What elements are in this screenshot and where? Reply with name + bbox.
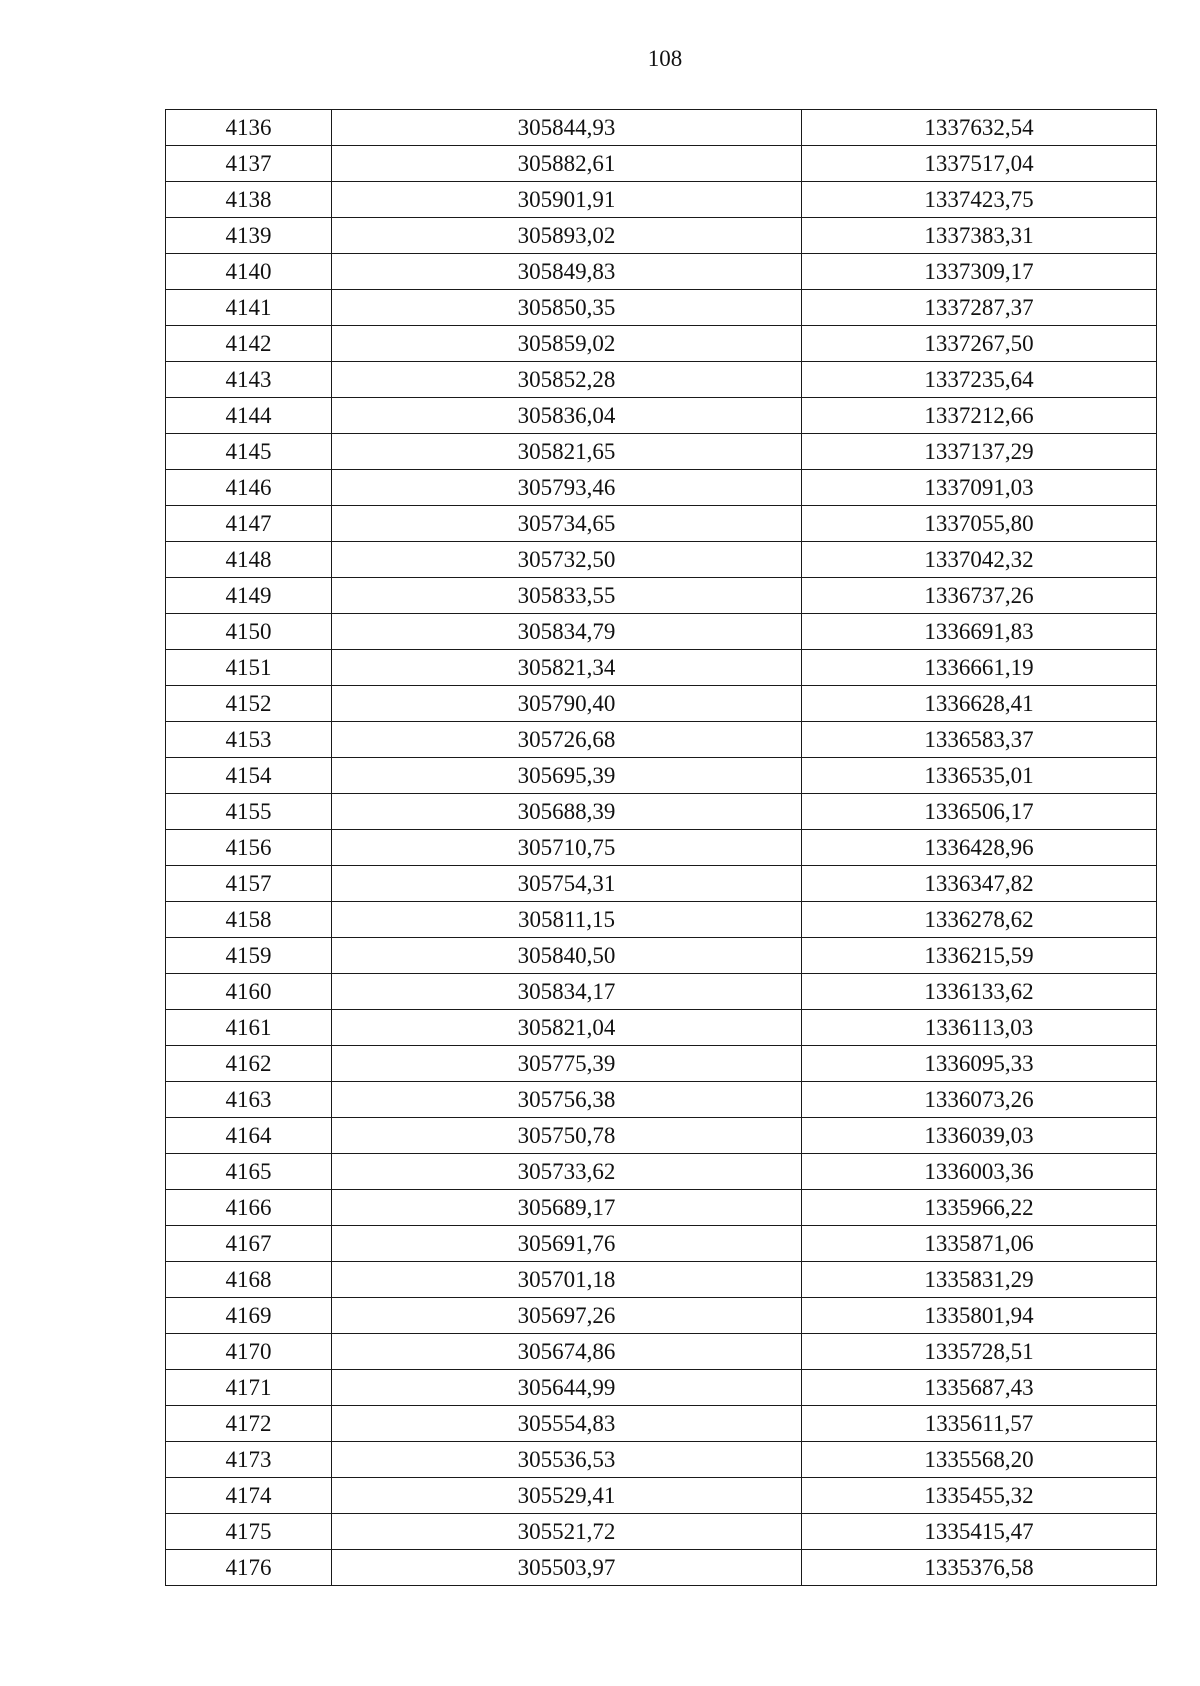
- table-row: [166, 1118, 1157, 1154]
- y-coordinate-cell: 1337267,50: [802, 326, 1157, 362]
- y-coordinate-cell: 1336737,26: [802, 578, 1157, 614]
- point-number-cell: 4138: [166, 182, 332, 218]
- table-row: [166, 1442, 1157, 1478]
- point-number-cell: 4162: [166, 1046, 332, 1082]
- table-row: [166, 650, 1157, 686]
- point-number-cell: 4170: [166, 1334, 332, 1370]
- y-coordinate-cell: 1337632,54: [802, 110, 1157, 146]
- point-number-cell: 4152: [166, 686, 332, 722]
- x-coordinate-cell: 305734,65: [332, 506, 802, 542]
- table-row: [166, 1334, 1157, 1370]
- table-row: [166, 1190, 1157, 1226]
- point-number-cell: 4159: [166, 938, 332, 974]
- x-coordinate-cell: 305554,83: [332, 1406, 802, 1442]
- x-coordinate-cell: 305750,78: [332, 1118, 802, 1154]
- x-coordinate-cell: 305521,72: [332, 1514, 802, 1550]
- table-row: [166, 110, 1157, 146]
- point-number-cell: 4160: [166, 974, 332, 1010]
- point-number-cell: 4173: [166, 1442, 332, 1478]
- x-coordinate-cell: 305840,50: [332, 938, 802, 974]
- point-number-cell: 4156: [166, 830, 332, 866]
- point-number-cell: 4153: [166, 722, 332, 758]
- point-number-cell: 4149: [166, 578, 332, 614]
- y-coordinate-cell: 1335415,47: [802, 1514, 1157, 1550]
- y-coordinate-cell: 1336133,62: [802, 974, 1157, 1010]
- point-number-cell: 4143: [166, 362, 332, 398]
- x-coordinate-cell: 305834,79: [332, 614, 802, 650]
- x-coordinate-cell: 305529,41: [332, 1478, 802, 1514]
- point-number-cell: 4165: [166, 1154, 332, 1190]
- table-row: [166, 1478, 1157, 1514]
- y-coordinate-cell: 1337383,31: [802, 218, 1157, 254]
- y-coordinate-cell: 1335611,57: [802, 1406, 1157, 1442]
- point-number-cell: 4136: [166, 110, 332, 146]
- y-coordinate-cell: 1335728,51: [802, 1334, 1157, 1370]
- point-number-cell: 4163: [166, 1082, 332, 1118]
- table-row: [166, 506, 1157, 542]
- table-row: [166, 578, 1157, 614]
- y-coordinate-cell: 1336113,03: [802, 1010, 1157, 1046]
- point-number-cell: 4146: [166, 470, 332, 506]
- point-number-cell: 4142: [166, 326, 332, 362]
- x-coordinate-cell: 305821,04: [332, 1010, 802, 1046]
- y-coordinate-cell: 1337287,37: [802, 290, 1157, 326]
- y-coordinate-cell: 1336661,19: [802, 650, 1157, 686]
- table-row: [166, 1298, 1157, 1334]
- x-coordinate-cell: 305844,93: [332, 110, 802, 146]
- y-coordinate-cell: 1337517,04: [802, 146, 1157, 182]
- point-number-cell: 4145: [166, 434, 332, 470]
- x-coordinate-cell: 305811,15: [332, 902, 802, 938]
- x-coordinate-cell: 305674,86: [332, 1334, 802, 1370]
- coordinates-table-body: [166, 110, 1157, 1586]
- y-coordinate-cell: 1337137,29: [802, 434, 1157, 470]
- x-coordinate-cell: 305726,68: [332, 722, 802, 758]
- table-row: [166, 290, 1157, 326]
- y-coordinate-cell: 1337235,64: [802, 362, 1157, 398]
- x-coordinate-cell: 305790,40: [332, 686, 802, 722]
- y-coordinate-cell: 1335966,22: [802, 1190, 1157, 1226]
- x-coordinate-cell: 305689,17: [332, 1190, 802, 1226]
- point-number-cell: 4168: [166, 1262, 332, 1298]
- point-number-cell: 4169: [166, 1298, 332, 1334]
- table-row: [166, 398, 1157, 434]
- y-coordinate-cell: 1337055,80: [802, 506, 1157, 542]
- y-coordinate-cell: 1335831,29: [802, 1262, 1157, 1298]
- y-coordinate-cell: 1336691,83: [802, 614, 1157, 650]
- x-coordinate-cell: 305536,53: [332, 1442, 802, 1478]
- y-coordinate-cell: 1335455,32: [802, 1478, 1157, 1514]
- point-number-cell: 4147: [166, 506, 332, 542]
- x-coordinate-cell: 305695,39: [332, 758, 802, 794]
- point-number-cell: 4150: [166, 614, 332, 650]
- y-coordinate-cell: 1336073,26: [802, 1082, 1157, 1118]
- table-row: [166, 722, 1157, 758]
- point-number-cell: 4174: [166, 1478, 332, 1514]
- y-coordinate-cell: 1337212,66: [802, 398, 1157, 434]
- y-coordinate-cell: 1335871,06: [802, 1226, 1157, 1262]
- x-coordinate-cell: 305850,35: [332, 290, 802, 326]
- y-coordinate-cell: 1335801,94: [802, 1298, 1157, 1334]
- x-coordinate-cell: 305710,75: [332, 830, 802, 866]
- table-row: [166, 794, 1157, 830]
- page-number: 108: [647, 46, 683, 71]
- x-coordinate-cell: 305732,50: [332, 542, 802, 578]
- table-row: [166, 830, 1157, 866]
- table-row: [166, 938, 1157, 974]
- table-row: [166, 1046, 1157, 1082]
- y-coordinate-cell: 1337309,17: [802, 254, 1157, 290]
- table-row: [166, 1550, 1157, 1586]
- y-coordinate-cell: 1336583,37: [802, 722, 1157, 758]
- y-coordinate-cell: 1337042,32: [802, 542, 1157, 578]
- point-number-cell: 4151: [166, 650, 332, 686]
- table-row: [166, 1406, 1157, 1442]
- point-number-cell: 4171: [166, 1370, 332, 1406]
- table-row: [166, 1262, 1157, 1298]
- y-coordinate-cell: 1336428,96: [802, 830, 1157, 866]
- point-number-cell: 4140: [166, 254, 332, 290]
- point-number-cell: 4154: [166, 758, 332, 794]
- y-coordinate-cell: 1336215,59: [802, 938, 1157, 974]
- point-number-cell: 4155: [166, 794, 332, 830]
- table-row: [166, 686, 1157, 722]
- x-coordinate-cell: 305733,62: [332, 1154, 802, 1190]
- y-coordinate-cell: 1336039,03: [802, 1118, 1157, 1154]
- table-row: [166, 146, 1157, 182]
- table-row: [166, 866, 1157, 902]
- table-row: [166, 254, 1157, 290]
- table-row: [166, 434, 1157, 470]
- x-coordinate-cell: 305688,39: [332, 794, 802, 830]
- table-row: [166, 614, 1157, 650]
- point-number-cell: 4157: [166, 866, 332, 902]
- x-coordinate-cell: 305836,04: [332, 398, 802, 434]
- x-coordinate-cell: 305793,46: [332, 470, 802, 506]
- point-number-cell: 4148: [166, 542, 332, 578]
- point-number-cell: 4164: [166, 1118, 332, 1154]
- table-row: [166, 182, 1157, 218]
- y-coordinate-cell: 1336003,36: [802, 1154, 1157, 1190]
- x-coordinate-cell: 305821,34: [332, 650, 802, 686]
- x-coordinate-cell: 305821,65: [332, 434, 802, 470]
- point-number-cell: 4176: [166, 1550, 332, 1586]
- table-row: [166, 1010, 1157, 1046]
- point-number-cell: 4172: [166, 1406, 332, 1442]
- x-coordinate-cell: 305697,26: [332, 1298, 802, 1334]
- y-coordinate-cell: 1336506,17: [802, 794, 1157, 830]
- table-row: [166, 326, 1157, 362]
- x-coordinate-cell: 305644,99: [332, 1370, 802, 1406]
- x-coordinate-cell: 305834,17: [332, 974, 802, 1010]
- y-coordinate-cell: 1336628,41: [802, 686, 1157, 722]
- table-row: [166, 758, 1157, 794]
- point-number-cell: 4158: [166, 902, 332, 938]
- x-coordinate-cell: 305893,02: [332, 218, 802, 254]
- x-coordinate-cell: 305849,83: [332, 254, 802, 290]
- table-row: [166, 1226, 1157, 1262]
- table-row: [166, 1370, 1157, 1406]
- point-number-cell: 4137: [166, 146, 332, 182]
- x-coordinate-cell: 305691,76: [332, 1226, 802, 1262]
- table-row: [166, 1154, 1157, 1190]
- table-row: [166, 542, 1157, 578]
- table-row: [166, 1514, 1157, 1550]
- x-coordinate-cell: 305754,31: [332, 866, 802, 902]
- coordinates-table: [165, 109, 1157, 1586]
- x-coordinate-cell: 305833,55: [332, 578, 802, 614]
- table-row: [166, 902, 1157, 938]
- point-number-cell: 4167: [166, 1226, 332, 1262]
- point-number-cell: 4141: [166, 290, 332, 326]
- y-coordinate-cell: 1336095,33: [802, 1046, 1157, 1082]
- point-number-cell: 4175: [166, 1514, 332, 1550]
- x-coordinate-cell: 305901,91: [332, 182, 802, 218]
- y-coordinate-cell: 1335568,20: [802, 1442, 1157, 1478]
- x-coordinate-cell: 305701,18: [332, 1262, 802, 1298]
- table-row: [166, 1082, 1157, 1118]
- point-number-cell: 4144: [166, 398, 332, 434]
- table-row: [166, 470, 1157, 506]
- y-coordinate-cell: 1336347,82: [802, 866, 1157, 902]
- y-coordinate-cell: 1335687,43: [802, 1370, 1157, 1406]
- table-row: [166, 362, 1157, 398]
- x-coordinate-cell: 305503,97: [332, 1550, 802, 1586]
- y-coordinate-cell: 1336278,62: [802, 902, 1157, 938]
- point-number-cell: 4161: [166, 1010, 332, 1046]
- point-number-cell: 4139: [166, 218, 332, 254]
- x-coordinate-cell: 305859,02: [332, 326, 802, 362]
- y-coordinate-cell: 1337091,03: [802, 470, 1157, 506]
- table-row: [166, 218, 1157, 254]
- y-coordinate-cell: 1336535,01: [802, 758, 1157, 794]
- x-coordinate-cell: 305756,38: [332, 1082, 802, 1118]
- y-coordinate-cell: 1337423,75: [802, 182, 1157, 218]
- x-coordinate-cell: 305852,28: [332, 362, 802, 398]
- x-coordinate-cell: 305882,61: [332, 146, 802, 182]
- x-coordinate-cell: 305775,39: [332, 1046, 802, 1082]
- point-number-cell: 4166: [166, 1190, 332, 1226]
- table-row: [166, 974, 1157, 1010]
- y-coordinate-cell: 1335376,58: [802, 1550, 1157, 1586]
